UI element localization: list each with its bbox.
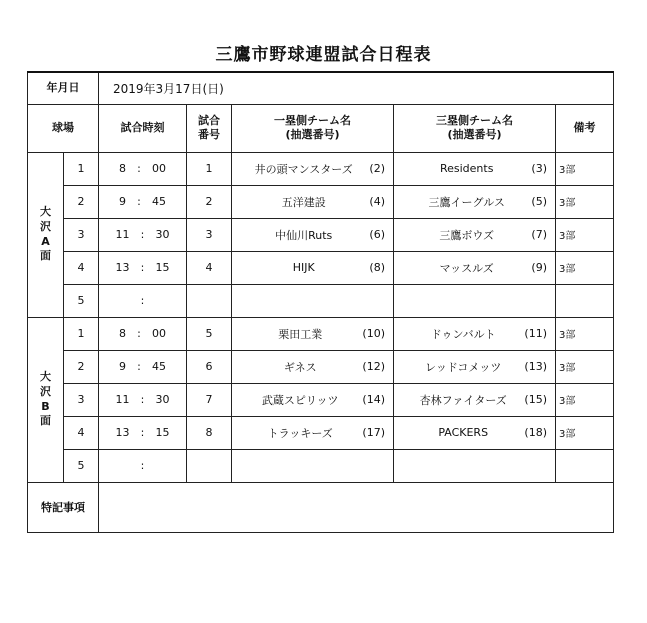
slot-number: 2 xyxy=(64,350,99,383)
match-number xyxy=(187,284,232,317)
venue-body xyxy=(28,152,614,482)
table-row xyxy=(28,284,614,317)
match-time: 9 : 45 xyxy=(99,185,187,218)
table-row xyxy=(28,416,614,449)
first-base-team xyxy=(232,449,394,482)
table-row xyxy=(28,449,614,482)
match-time: 13 : 15 xyxy=(99,416,187,449)
table-row xyxy=(28,251,614,284)
match-time: : xyxy=(99,449,187,482)
match-number: 8 xyxy=(187,416,232,449)
third-base-team: PACKERS (18) xyxy=(394,416,556,449)
match-time: 11 : 30 xyxy=(99,383,187,416)
first-base-team: 武蔵スピリッツ (14) xyxy=(232,383,394,416)
table-row xyxy=(28,350,614,383)
match-time: 11 : 30 xyxy=(99,218,187,251)
first-base-team: 五洋建設 (4) xyxy=(232,185,394,218)
table-row xyxy=(28,185,614,218)
header-match-no: 試合 番号 xyxy=(187,104,232,152)
match-time: 8 : 00 xyxy=(99,152,187,185)
header-row xyxy=(28,104,614,152)
slot-number: 1 xyxy=(64,152,99,185)
notes-row xyxy=(28,482,614,532)
table-row xyxy=(28,218,614,251)
third-base-team: Residents (3) xyxy=(394,152,556,185)
match-number: 5 xyxy=(187,317,232,350)
match-number: 6 xyxy=(187,350,232,383)
table-row xyxy=(28,383,614,416)
first-base-team: HIJK (8) xyxy=(232,251,394,284)
first-base-team: 栗田工業 (10) xyxy=(232,317,394,350)
slot-number: 4 xyxy=(64,416,99,449)
remark: 3部 xyxy=(556,152,614,185)
match-number xyxy=(187,449,232,482)
match-number: 1 xyxy=(187,152,232,185)
first-base-team: 中仙川Ruts (6) xyxy=(232,218,394,251)
match-number: 4 xyxy=(187,251,232,284)
remark: 3部 xyxy=(556,317,614,350)
third-base-team: レッドコメッツ (13) xyxy=(394,350,556,383)
header-remarks: 備考 xyxy=(556,104,614,152)
notes-label: 特記事項 xyxy=(28,482,99,532)
match-time: 9 : 45 xyxy=(99,350,187,383)
header-third-base: 三塁側チーム名 (抽選番号) xyxy=(394,104,556,152)
remark xyxy=(556,449,614,482)
date-label: 年月日 xyxy=(28,72,99,104)
first-base-team: ギネス (12) xyxy=(232,350,394,383)
remark: 3部 xyxy=(556,218,614,251)
date-row xyxy=(28,72,614,104)
third-base-team: ドゥンバルト (11) xyxy=(394,317,556,350)
third-base-team: 杏林ファイターズ (15) xyxy=(394,383,556,416)
remark: 3部 xyxy=(556,251,614,284)
remark: 3部 xyxy=(556,185,614,218)
table-row xyxy=(28,152,614,185)
slot-number: 4 xyxy=(64,251,99,284)
header-first-base: 一塁側チーム名 (抽選番号) xyxy=(232,104,394,152)
venue-name: 大 沢 A 面 xyxy=(28,152,64,317)
slot-number: 3 xyxy=(64,383,99,416)
venue-name: 大 沢 B 面 xyxy=(28,317,64,482)
first-base-team: 井の頭マンスターズ (2) xyxy=(232,152,394,185)
notes-value xyxy=(99,482,614,532)
table-row xyxy=(28,317,614,350)
header-time: 試合時刻 xyxy=(99,104,187,152)
match-number: 2 xyxy=(187,185,232,218)
match-number: 3 xyxy=(187,218,232,251)
third-base-team: 三鷹ボウズ (7) xyxy=(394,218,556,251)
third-base-team xyxy=(394,449,556,482)
third-base-team: マッスルズ (9) xyxy=(394,251,556,284)
third-base-team xyxy=(394,284,556,317)
date-value: 2019年3月17日(日) xyxy=(99,72,614,104)
header-venue: 球場 xyxy=(28,104,99,152)
first-base-team xyxy=(232,284,394,317)
match-time: 13 : 15 xyxy=(99,251,187,284)
match-time: 8 : 00 xyxy=(99,317,187,350)
match-time: : xyxy=(99,284,187,317)
match-number: 7 xyxy=(187,383,232,416)
remark: 3部 xyxy=(556,383,614,416)
slot-number: 1 xyxy=(64,317,99,350)
remark xyxy=(556,284,614,317)
third-base-team: 三鷹イーグルス (5) xyxy=(394,185,556,218)
schedule-table xyxy=(27,71,614,533)
remark: 3部 xyxy=(556,416,614,449)
slot-number: 2 xyxy=(64,185,99,218)
slot-number: 5 xyxy=(64,284,99,317)
page-title: 三鷹市野球連盟試合日程表 xyxy=(215,45,432,65)
first-base-team: トラッキーズ (17) xyxy=(232,416,394,449)
slot-number: 5 xyxy=(64,449,99,482)
remark: 3部 xyxy=(556,350,614,383)
slot-number: 3 xyxy=(64,218,99,251)
